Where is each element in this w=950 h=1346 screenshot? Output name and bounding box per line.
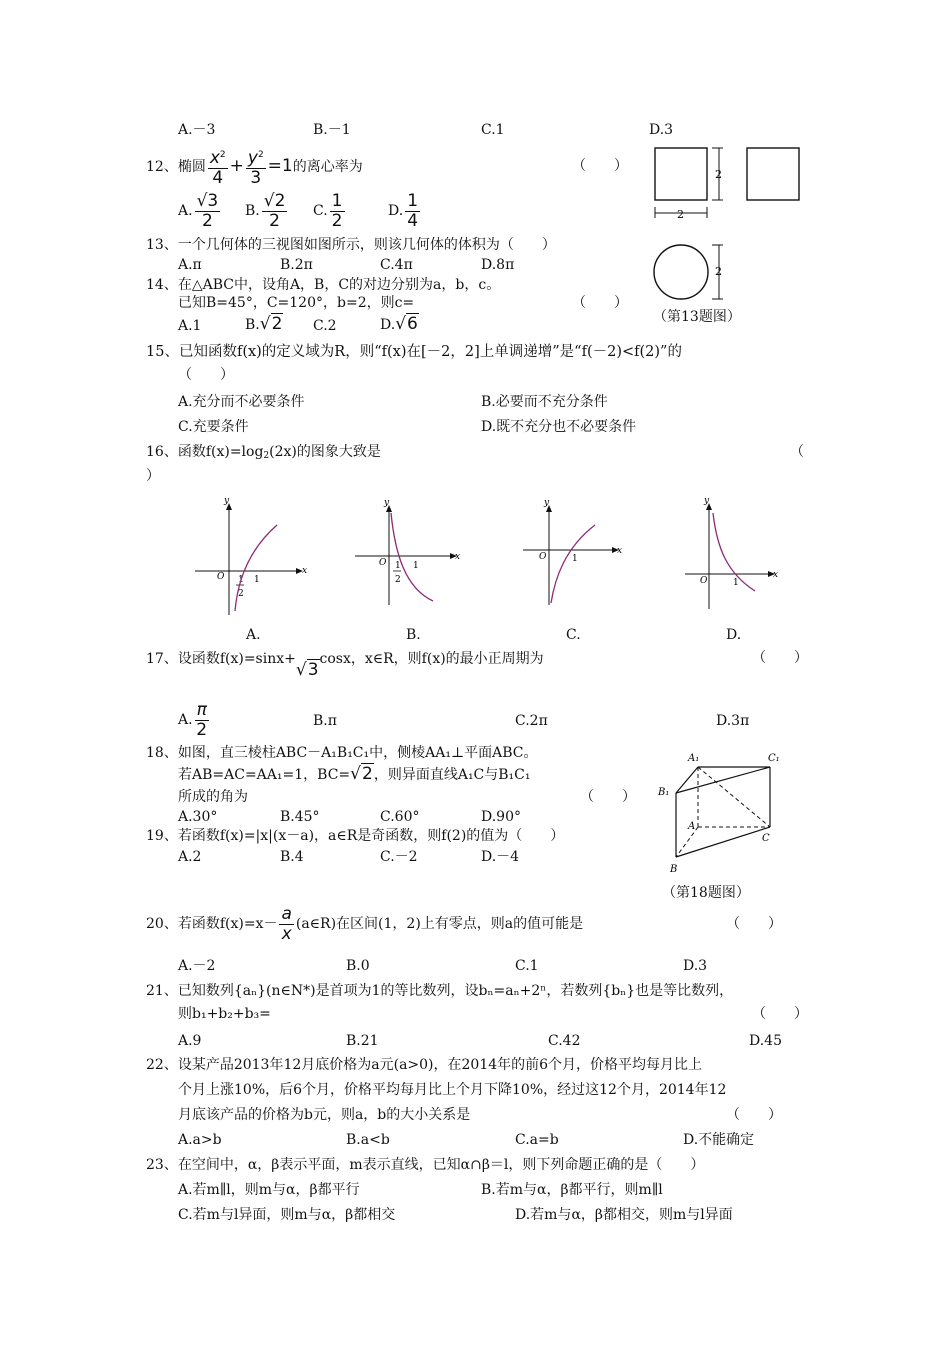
q17-option-a: A. $\frac{\pi}{2}$ [178,699,208,740]
svg-text:x: x [455,552,461,562]
q17-option-c: C.2π [515,713,548,729]
q16-graph-a [195,493,310,618]
q12-option-d: D. $\frac{1}{4}$ [388,190,419,231]
q14-option-c: C.2 [313,318,337,334]
diameter-dimension-label: 2 [715,265,722,278]
ellipse-term-y: $\frac{y^2}{3}$ [247,148,264,188]
q21-stem-line1: 21、已知数列{aₙ}(n∈N*)是首项为1的等比数列，设bₙ=aₙ+2ⁿ，若数列{bₙ}也是等比数列， [146,983,734,999]
q16-label-b: B. [406,627,421,643]
q21-option-b: B.21 [346,1033,379,1049]
q20-option-d: D.3 [683,958,708,974]
svg-text:1: 1 [254,575,260,585]
q22-stem-line3: 月底该产品的价格为b元，则a，b的大小关系是 [178,1107,471,1123]
q22-option-a: A.a>b [178,1132,222,1148]
svg-text:1: 1 [572,554,578,564]
q15-stem: 15、已知函数f(x)的定义域为R，则“f(x)在[－2，2]上单调递增”是“f(－2)<f(2)”的 [146,344,682,360]
q14-option-d: D.√6 [380,314,418,334]
q15-option-c: C.充要条件 [178,419,249,435]
q12-option-c: C. $\frac{1}{2}$ [313,190,343,231]
svg-text:A: A [688,821,696,832]
svg-text:1: 1 [238,575,244,585]
q18-answer-paren: （ ） [580,789,636,805]
svg-text:1: 1 [733,578,739,588]
q23-option-b: B.若m与α，β都平行，则m∥l [481,1182,663,1198]
svg-text:O: O [217,572,225,582]
svg-text:y: y [224,496,230,506]
q18-stem-line1: 18、如图，直三棱柱ABC－A₁B₁C₁中，侧棱AA₁⊥平面ABC。 [146,745,538,761]
q19-option-b: B.4 [280,849,304,865]
q17-answer-paren: （ ） [752,650,808,666]
q20-option-c: C.1 [515,958,539,974]
q18-option-a: A.30° [178,809,218,825]
q18-figure-caption: （第18题图） [662,885,750,901]
q14-answer-paren: （ ） [572,295,628,311]
q16-paren-right: ） [146,468,160,484]
q16-graph-d [675,493,790,618]
q11-option-d: D.3 [649,122,674,138]
q22-answer-paren: （ ） [726,1107,782,1123]
q23-option-c: C.若m与l异面，则m与α，β都相交 [178,1207,396,1223]
q18-prism-figure [650,745,790,880]
q22-option-b: B.a<b [346,1132,390,1148]
q21-option-d: D.45 [749,1033,782,1049]
q19-stem: 19、若函数f(x)=|x|(x－a)，a∈R是奇函数，则f(2)的值为（ ） [146,828,565,844]
width-dimension-label: 2 [677,208,684,221]
q12-option-b: B. $\frac{√2}{2}$ [245,190,286,231]
svg-text:1: 1 [413,561,419,571]
q20-stem: 20、若函数f(x)=x－ $\frac{a}{x}$ (a∈R)在区间(1，2)上有零点，则a的值可能是 [146,903,584,944]
q14-stem-line2: 已知B=45°，C=120°，b=2，则c= [178,295,415,311]
q12-option-a: A. $\frac{√3}{2}$ [178,190,219,231]
top-view-circle [654,245,708,299]
svg-text:B₁: B₁ [658,787,670,798]
q13-option-c: C.4π [380,257,413,273]
q14-option-b: B.√2 [245,314,283,334]
q11-option-a: A.－3 [178,122,216,138]
q22-stem-line2: 个月上涨10%，后6个月，价格平均每月比上个月下降10%，经过这12个月，2014年12 [178,1082,727,1098]
q16-label-d: D. [726,627,742,643]
q13-figure-caption: （第13题图） [653,309,741,325]
q23-stem: 23、在空间中，α，β表示平面，m表示直线，已知α∩β＝l，则下列命题正确的是（ ） [146,1157,705,1173]
side-view-square [747,148,799,200]
svg-text:x: x [617,546,623,556]
svg-text:y: y [544,498,550,508]
q17-option-d: D.3π [716,713,750,729]
q12-answer-paren: （ ） [572,158,628,174]
svg-text:C₁: C₁ [768,753,780,764]
q16-graph-b [355,493,470,618]
q13-option-d: D.8π [481,257,515,273]
svg-text:x: x [302,566,308,576]
q17-stem: 17、设函数f(x)=sinx+√3cosx，x∈R，则f(x)的最小正周期为 [146,651,544,680]
q11-option-c: C.1 [481,122,505,138]
svg-text:C: C [762,833,770,844]
svg-text:2: 2 [238,589,244,599]
q19-option-a: A.2 [178,849,202,865]
q16-label-c: C. [566,627,581,643]
svg-text:1: 1 [395,561,401,571]
svg-text:2: 2 [395,575,401,585]
q17-option-b: B.π [313,713,337,729]
log-curve-c [551,525,595,603]
q20-answer-paren: （ ） [726,916,782,932]
svg-text:O: O [539,552,547,562]
svg-text:y: y [704,496,710,506]
q15-option-b: B.必要而不充分条件 [481,394,608,410]
q21-option-a: A.9 [178,1033,202,1049]
q22-option-c: C.a=b [515,1132,559,1148]
q20-option-b: B.0 [346,958,370,974]
q23-option-a: A.若m∥l，则m与α，β都平行 [178,1182,360,1198]
q13-stem: 13、一个几何体的三视图如图所示，则该几何体的体积为（ ） [146,237,556,253]
q22-option-d: D.不能确定 [683,1132,755,1148]
q21-option-c: C.42 [548,1033,581,1049]
svg-text:A₁: A₁ [688,753,700,764]
q23-option-d: D.若m与α，β都相交，则m与l异面 [515,1207,733,1223]
svg-text:x: x [773,570,779,580]
q16-paren-left: （ [790,444,804,460]
svg-text:B: B [670,864,678,875]
q18-stem-line3: 所成的角为 [178,789,248,805]
q14-stem-line1: 14、在△ABC中，设角A，B，C的对边分别为a，b，c。 [146,277,501,293]
front-view-square [655,148,707,200]
ellipse-term-x: $\frac{x^2}{4}$ [209,148,226,188]
height-dimension-label: 2 [715,168,722,181]
log-curve-b [391,513,433,601]
q18-stem-line2: 若AB=AC=AA₁=1，BC=√2，则异面直线A₁C与B₁C₁ [178,764,531,784]
q15-option-d: D.既不充分也不必要条件 [481,419,637,435]
svg-text:O: O [379,558,387,568]
q18-option-c: C.60° [380,809,420,825]
q16-label-a: A. [246,627,261,643]
q13-option-b: B.2π [280,257,313,273]
q12-stem: 12、椭圆 $\frac{x^2}{4}$ + $\frac{y^2}{3}$ =1的离心率为 [146,148,363,188]
q19-option-d: D.－4 [481,849,520,865]
svg-text:y: y [384,498,390,508]
q19-option-c: C.－2 [380,849,418,865]
q13-option-a: A.π [178,257,202,273]
q15-answer-paren: （ ） [178,367,234,383]
q18-option-d: D.90° [481,809,521,825]
svg-text:O: O [700,576,708,586]
q22-stem-line1: 22、设某产品2013年12月底价格为a元(a>0)，在2014年的前6个月，价格平均每月比上 [146,1057,703,1073]
q18-option-b: B.45° [280,809,320,825]
q14-option-a: A.1 [178,318,202,334]
q21-stem-line2: 则b₁+b₂+b₃= [178,1006,271,1022]
q16-stem: 16、函数$f(x)=\log_2(2x)$的图象大致是 [146,444,381,461]
q21-answer-paren: （ ） [752,1006,808,1022]
q20-option-a: A.－2 [178,958,216,974]
q11-option-b: B.－1 [313,122,351,138]
q16-graph-c [515,493,630,618]
q15-option-a: A.充分而不必要条件 [178,394,305,410]
